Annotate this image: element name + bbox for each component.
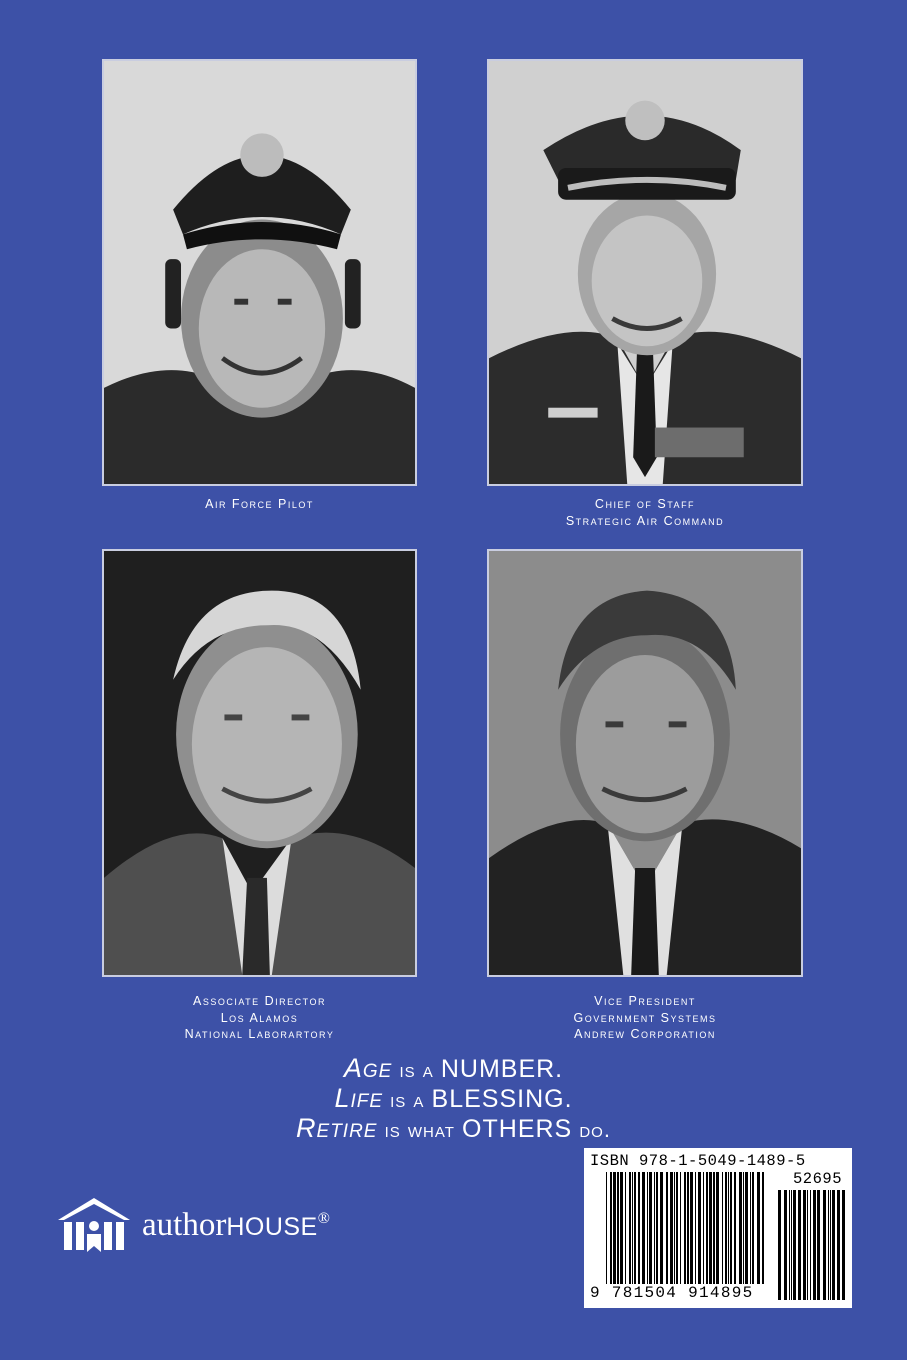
barcode-bar [716, 1172, 719, 1284]
caption-line: Associate Director [192, 994, 327, 1008]
publisher-name [142, 1207, 330, 1244]
tagline-line-1 [0, 1054, 907, 1084]
barcode-bar [757, 1172, 760, 1284]
barcode-bar [828, 1190, 829, 1300]
tagline-text: do. [572, 1117, 611, 1142]
barcode-bar [676, 1172, 678, 1284]
photo-chief-of-staff [487, 59, 803, 486]
tagline-text: is a [392, 1057, 441, 1082]
barcode-bar [789, 1190, 790, 1300]
caption-line: Los Alamos [220, 1010, 299, 1025]
barcode-panel [584, 1148, 852, 1308]
barcode-bar [842, 1190, 845, 1300]
barcode-bar [745, 1172, 748, 1284]
barcode-bar [613, 1172, 616, 1284]
barcode-bar [734, 1172, 736, 1284]
tagline-text: is a [383, 1087, 432, 1112]
barcode-bar [654, 1172, 655, 1284]
barcode-bar [730, 1172, 732, 1284]
barcode-bar [784, 1190, 787, 1300]
tagline-emphasis: BLESSING. [431, 1085, 573, 1113]
barcode-bar [832, 1190, 835, 1300]
registered-mark: ® [317, 1209, 330, 1227]
caption-photo-1 [102, 496, 417, 513]
caption-line: Air Force Pilot [205, 497, 314, 511]
barcode-bar [666, 1172, 668, 1284]
tagline-line-2 [0, 1084, 907, 1114]
barcode-bar [656, 1172, 658, 1284]
addon-barcode-bars [778, 1190, 846, 1300]
isbn-text: ISBN 978-1-5049-1489-5 [590, 1152, 806, 1170]
barcode-bar [674, 1172, 675, 1284]
ean-digits: 9 781504 914895 [590, 1284, 754, 1302]
barcode-bar [634, 1172, 636, 1284]
barcode-bar [687, 1172, 689, 1284]
barcode-bar [725, 1172, 727, 1284]
caption-line: National Laborartory [184, 1027, 335, 1041]
caption-line: Chief of Staff [594, 497, 696, 511]
barcode-bar [680, 1172, 681, 1284]
barcode-bar [629, 1172, 631, 1284]
barcode-bar [709, 1172, 712, 1284]
barcode-bar [647, 1172, 648, 1284]
publisher-house-icon [56, 1196, 132, 1254]
caption-line: Vice President [594, 994, 696, 1008]
barcode-bar [743, 1172, 744, 1284]
barcode-bar [752, 1172, 754, 1284]
barcode-bar [606, 1172, 607, 1284]
price-code: 52695 [792, 1170, 842, 1188]
publisher-name-part: HOUSE [226, 1212, 318, 1241]
barcode-bar [703, 1172, 704, 1284]
barcode-bar [670, 1172, 673, 1284]
barcode-bar [750, 1172, 751, 1284]
barcode-bar [690, 1172, 693, 1284]
barcode-bar [837, 1190, 840, 1300]
caption-line: Andrew Corporation [574, 1027, 716, 1041]
tagline-line-3 [0, 1114, 907, 1144]
publisher-name-part: author [142, 1206, 227, 1243]
ean-barcode-bars [606, 1172, 766, 1284]
tagline-text: is what [377, 1117, 463, 1142]
photo-air-force-pilot [102, 59, 417, 486]
barcode-bar [739, 1172, 742, 1284]
photo-vice-president [487, 549, 803, 977]
barcode-bar [638, 1172, 640, 1284]
barcode-bar [706, 1172, 708, 1284]
barcode-bar [684, 1172, 686, 1284]
barcode-bar [698, 1172, 701, 1284]
barcode-bar [642, 1172, 645, 1284]
caption-photo-2 [487, 496, 803, 529]
tagline [0, 1054, 907, 1144]
barcode-bar [823, 1190, 826, 1300]
caption-photo-3 [102, 993, 417, 1043]
barcode-bar [762, 1172, 764, 1284]
barcode-bar [649, 1172, 652, 1284]
barcode-bar [807, 1190, 808, 1300]
caption-photo-4 [487, 993, 803, 1043]
barcode-bar [813, 1190, 816, 1300]
barcode-bar [620, 1172, 623, 1284]
barcode-bar [778, 1190, 781, 1300]
publisher-logo [56, 1196, 330, 1254]
barcode-bar [695, 1172, 696, 1284]
tagline-emphasis: OTHERS [462, 1115, 573, 1143]
tagline-keyword: Retire [296, 1113, 378, 1143]
barcode-bar [803, 1190, 806, 1300]
barcode-bar [728, 1172, 729, 1284]
barcode-bar [632, 1172, 633, 1284]
barcode-bar [817, 1190, 820, 1300]
tagline-emphasis: NUMBER. [440, 1055, 564, 1083]
barcode-bar [722, 1172, 723, 1284]
barcode-bar [610, 1172, 612, 1284]
caption-line: Strategic Air Command [565, 513, 725, 528]
barcode-bar [791, 1190, 792, 1300]
barcode-bar [617, 1172, 619, 1284]
barcode-bar [798, 1190, 801, 1300]
tagline-keyword: Age [343, 1053, 393, 1083]
barcode-bar [810, 1190, 811, 1300]
barcode-bar [793, 1190, 796, 1300]
barcode-bar [830, 1190, 831, 1300]
barcode-bar [625, 1172, 626, 1284]
caption-line: Government Systems [573, 1010, 717, 1025]
barcode-bar [713, 1172, 715, 1284]
barcode-bar [660, 1172, 663, 1284]
tagline-keyword: Life [334, 1083, 384, 1113]
photo-associate-director [102, 549, 417, 977]
